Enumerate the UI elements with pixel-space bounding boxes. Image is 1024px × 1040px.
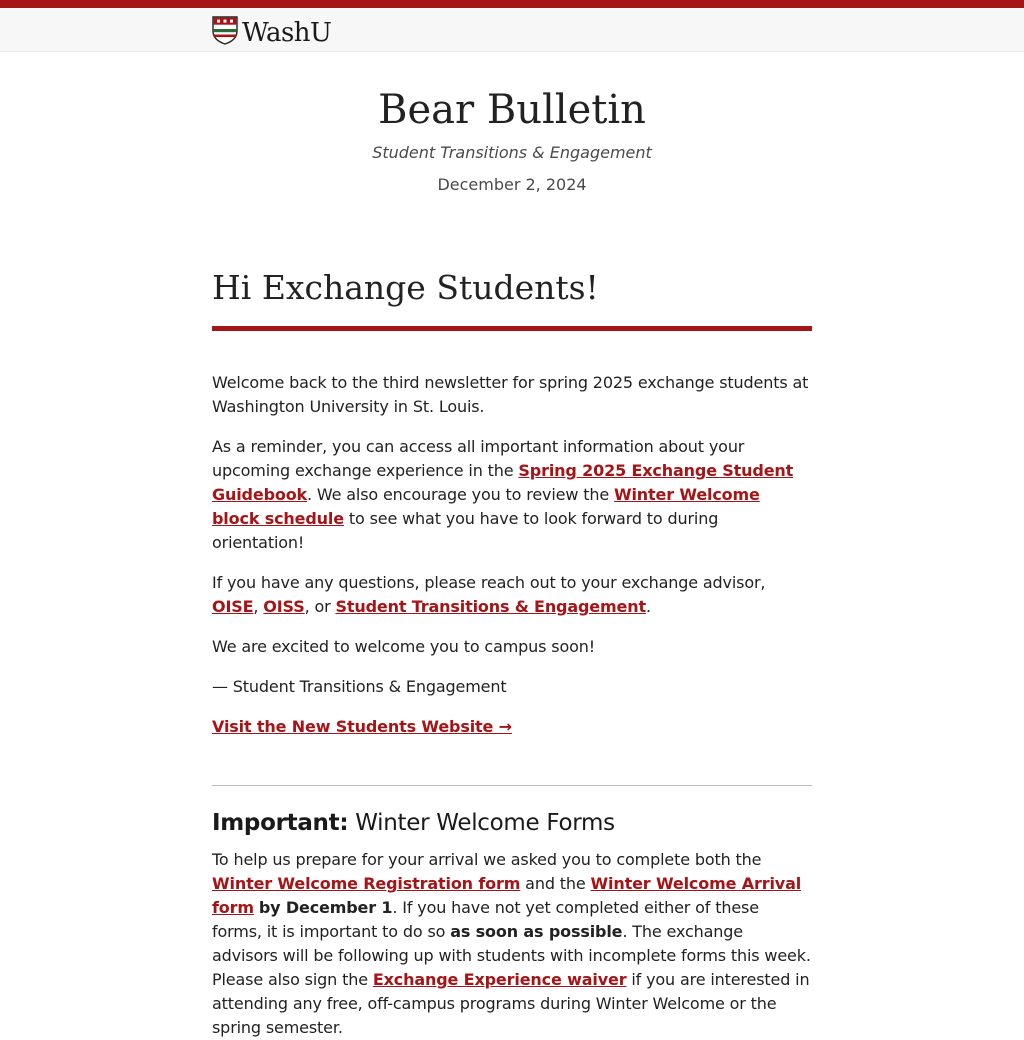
forms-section-heading [212, 808, 812, 838]
intro-paragraph-1: Welcome back to the third newsletter for spring 2025 exchange students at Washington University in St. Louis. [212, 373, 809, 416]
text-span: To help us prepare for your arrival we asked you to complete both the [212, 850, 762, 869]
intro-section [212, 371, 812, 739]
text-span: , [253, 597, 264, 616]
text-span: and the [520, 874, 591, 893]
intro-paragraph-2 [212, 435, 812, 555]
newsletter-subtitle: Student Transitions & Engagement [372, 143, 652, 162]
text-span: . [645, 597, 651, 616]
cta-paragraph [212, 715, 812, 739]
registration-form-link[interactable]: Winter Welcome Registration form [212, 874, 521, 893]
text-span: As a reminder, you can access all important information about your upcoming exchange experience in the [212, 437, 745, 480]
site-header [0, 8, 1024, 52]
waiver-link[interactable]: Exchange Experience waiver [372, 970, 627, 989]
top-accent-bar [0, 0, 1024, 8]
ste-link[interactable]: Student Transitions & Engagement [335, 597, 646, 616]
greeting-heading: Hi Exchange Students! [212, 268, 599, 307]
text-span: . If you have not yet completed either of these forms, it is important to do so [212, 898, 759, 941]
forms-paragraph [212, 848, 812, 1040]
intro-paragraph-4: We are excited to welcome you to campus soon! [212, 637, 596, 656]
block-schedule-link[interactable]: Winter Welcome block schedule [212, 485, 760, 528]
text-span: If you have any questions, please reach out to your exchange advisor, [212, 573, 766, 592]
issue-date: December 2, 2024 [437, 175, 587, 194]
logo-wordmark: WashU [242, 17, 332, 48]
new-students-website-link[interactable]: Visit the New Students Website → [212, 717, 512, 736]
deadline-text: by December 1 [258, 898, 393, 917]
newsletter-title: Bear Bulletin [378, 87, 646, 133]
intro-paragraph-3 [212, 571, 812, 619]
washu-logo-link[interactable] [212, 16, 331, 49]
heading-text: Winter Welcome Forms [348, 810, 615, 836]
arrival-form-link[interactable]: Winter Welcome Arrival form [212, 874, 802, 917]
newsletter-body [212, 266, 812, 1040]
text-span: . The exchange advisors will be following up with students with incomplete forms this week. Please also sign the [212, 922, 811, 989]
masthead [0, 52, 1024, 196]
heading-emphasis: Important: [212, 810, 349, 836]
oiss-link[interactable]: OISS [263, 597, 305, 616]
guidebook-link[interactable]: Spring 2025 Exchange Student Guidebook [212, 461, 794, 504]
text-span: , or [304, 597, 336, 616]
shield-icon [212, 16, 238, 49]
text-span: to see what you have to look forward to during orientation! [212, 509, 719, 552]
urgency-text: as soon as possible [450, 922, 623, 941]
oise-link[interactable]: OISE [212, 597, 254, 616]
text-span: if you are interested in attending any free, off-campus programs during Winter Welcome or the spring semester. [212, 970, 810, 1037]
text-span: . We also encourage you to review the [307, 485, 614, 504]
greeting-divider [212, 326, 812, 331]
section-divider [212, 785, 812, 786]
signature: — Student Transitions & Engagement [212, 677, 507, 696]
